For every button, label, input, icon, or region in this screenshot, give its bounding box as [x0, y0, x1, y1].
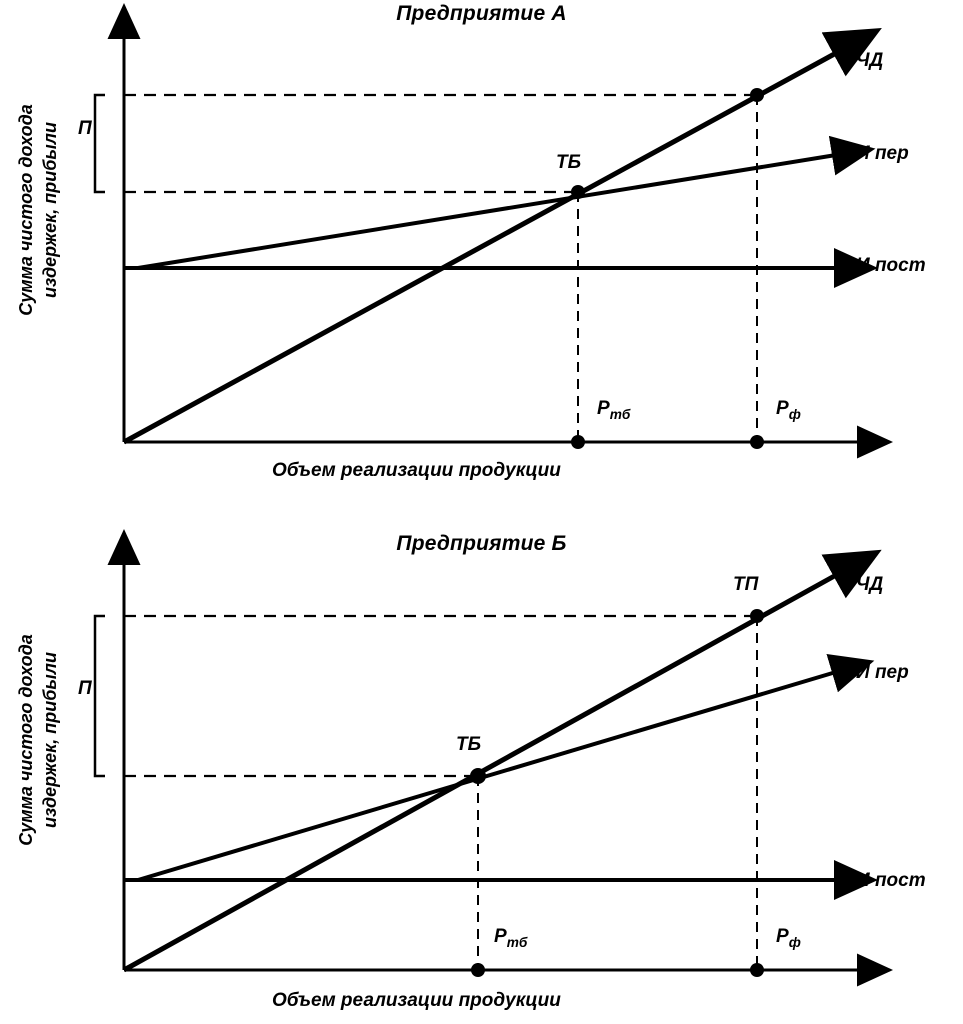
chart-a-label-actual-volume-main: Р	[776, 398, 789, 419]
chart-b-profit-bracket	[95, 616, 105, 776]
chart-b-point-profit	[750, 609, 764, 623]
chart-a-point-x-break-even	[571, 435, 585, 449]
chart-b-point-x-actual	[750, 963, 764, 977]
chart-b-label-net-income: ЧД	[856, 574, 884, 595]
chart-b-label-profit-bracket: П	[78, 678, 92, 699]
chart-b-point-x-break-even	[471, 963, 485, 977]
chart-b-svg	[0, 512, 963, 1024]
chart-b-label-actual-volume-main: Р	[776, 926, 789, 947]
chart-a-y-axis-label	[14, 60, 63, 360]
chart-a-label-break-even-volume-sub: тб	[609, 406, 631, 422]
chart-b-label-break-even-point: ТБ	[456, 734, 482, 755]
chart-a-label-net-income: ЧД	[856, 50, 884, 71]
chart-b-label-break-even-volume	[494, 926, 527, 950]
chart-b-label-actual-volume	[776, 926, 801, 950]
chart-a-label-actual-volume-sub: ф	[788, 406, 801, 422]
chart-b-label-actual-volume-sub: ф	[788, 934, 801, 950]
chart-b-y-axis-label	[14, 590, 63, 890]
chart-b-line-variable-costs	[138, 672, 836, 880]
chart-a-label-profit-bracket: П	[78, 118, 92, 139]
chart-b-label-variable-costs: И пер	[856, 662, 909, 683]
chart-a-profit-bracket	[95, 95, 105, 192]
chart-b-label-fixed-costs: И пост	[856, 870, 926, 891]
chart-a-point-x-actual	[750, 435, 764, 449]
chart-a-label-break-even-point: ТБ	[556, 152, 582, 173]
chart-a-label-break-even-volume-main: Р	[597, 398, 610, 419]
chart-a-x-axis-label: Объем реализации продукции	[272, 460, 561, 481]
chart-a-y-axis-label-line1: Сумма чистого дохода	[16, 104, 36, 316]
chart-b-x-axis-label: Объем реализации продукции	[272, 990, 561, 1011]
chart-block-b	[0, 512, 963, 1024]
chart-title-b: Предприятие Б	[396, 532, 567, 555]
chart-a-label-fixed-costs: И пост	[856, 255, 926, 276]
chart-a-point-break-even	[571, 185, 585, 199]
chart-title-a: Предприятие А	[396, 2, 567, 25]
chart-a-line-net-income	[124, 52, 838, 442]
chart-b-y-axis-label-line1: Сумма чистого дохода	[16, 634, 36, 846]
chart-b-y-axis-label-line2: издержек, прибыли	[40, 652, 61, 828]
chart-a-y-axis-label-line2: издержек, прибыли	[40, 122, 61, 298]
chart-a-line-variable-costs	[138, 155, 836, 268]
chart-a-label-variable-costs: И пер	[856, 143, 909, 164]
chart-b-label-profit-point: ТП	[733, 574, 759, 595]
chart-a-label-break-even-volume	[597, 398, 630, 422]
chart-a-point-actual	[750, 88, 764, 102]
chart-b-label-break-even-volume-main: Р	[494, 926, 507, 947]
chart-a-label-actual-volume	[776, 398, 801, 422]
chart-b-point-break-even	[470, 768, 486, 784]
chart-b-label-break-even-volume-sub: тб	[506, 934, 528, 950]
